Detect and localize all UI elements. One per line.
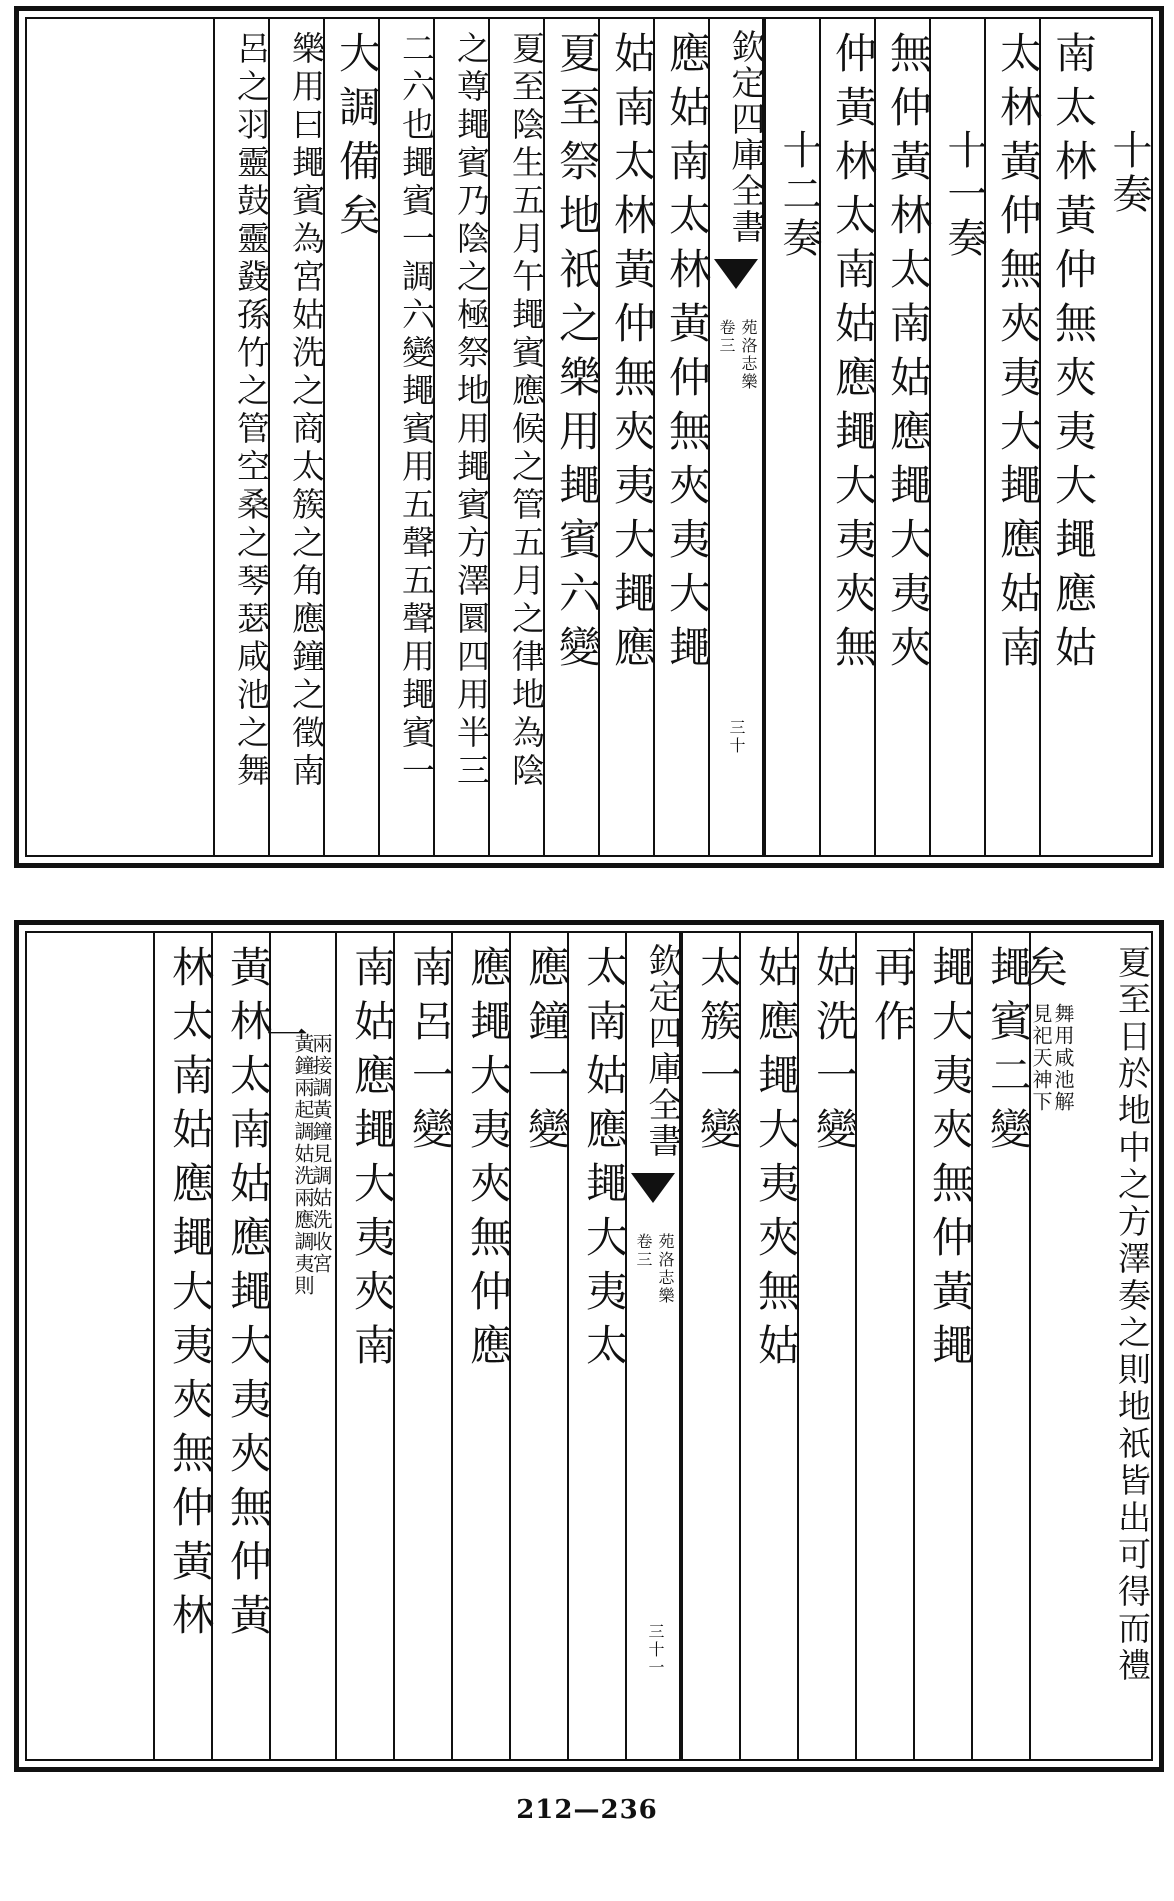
bottom-column <box>335 933 397 1759</box>
top-column-text: 樂用曰䵷賓為宮姑洗之商太簇之角應鐘之徵南 <box>287 31 326 791</box>
top-column <box>1039 19 1098 855</box>
top-column-text: 太林黃仲無夾夷大䵷應姑南 <box>994 31 1043 679</box>
top-page-frame <box>14 6 1164 868</box>
bottom-column <box>681 933 743 1759</box>
bottom-book-subtitle: 苑洛志樂 <box>656 1233 675 1305</box>
bottom-column <box>739 933 801 1759</box>
bottom-column-text: 一 <box>260 1013 309 1067</box>
bottom-column-text: 姑應䵷大夷夾無姑 <box>752 945 801 1377</box>
top-column <box>598 19 657 855</box>
bottom-column <box>451 933 513 1759</box>
bottom-page-frame <box>14 920 1164 1772</box>
top-column <box>268 19 326 855</box>
top-column-text: 呂之羽靈鼓靈鼗孫竹之管空桑之琴瑟咸池之舞 <box>232 31 271 791</box>
bottom-column-text: 應䵷大夷夾無仲應 <box>464 945 513 1377</box>
top-column <box>819 19 878 855</box>
top-column <box>984 19 1043 855</box>
top-column-text: 十一奏 <box>941 129 987 261</box>
bottom-book-title: 欽定四庫全書 <box>642 943 682 1159</box>
top-column-text: 南太林黃仲無夾夷大䵷應姑 <box>1049 31 1098 679</box>
bottom-column-text: 䵷大夷夾無仲黃䵷 <box>926 945 975 1377</box>
top-page-inner <box>25 17 1153 857</box>
bottom-annotation-text: 見祀天神下 <box>1029 1003 1053 1113</box>
bottom-annotation-text: 舞用咸池解 <box>1051 1003 1075 1113</box>
top-center-band <box>708 19 764 855</box>
bottom-column-text: 應鐘一變 <box>522 945 571 1161</box>
bottom-fishtail <box>631 1173 675 1203</box>
top-column <box>488 19 546 855</box>
bottom-column-text: 䵷賓二變 <box>984 945 1033 1161</box>
bottom-column <box>1089 933 1152 1759</box>
top-page-number: 三十 <box>727 719 746 755</box>
bottom-annotation-text: 黃鐘兩起調姑洗兩應調夷則 <box>291 1033 315 1297</box>
bottom-column <box>153 933 215 1759</box>
bottom-column-text: 夏至日於地中之方澤奏之則地祇皆出可得而禮 <box>1113 945 1152 1685</box>
top-column-text: 姑南太林黃仲無夾夷大䵷應 <box>608 31 657 679</box>
top-column <box>1094 19 1152 855</box>
top-column-text: 無仲黃林太南姑應䵷大夷夾 <box>884 31 933 679</box>
top-column-text: 夏至祭地祇之樂用䵷賓六變 <box>553 31 602 679</box>
bottom-column-text: 黃林太南姑應䵷大夷夾無仲黃 <box>224 945 273 1647</box>
top-column <box>764 19 822 855</box>
top-column-text: 仲黃林太南姑應䵷大夷夾無 <box>829 31 878 679</box>
top-column-text: 夏至陰生五月午䵷賓應候之管五月之律地為陰 <box>507 31 546 791</box>
top-column <box>929 19 987 855</box>
bottom-column <box>567 933 629 1759</box>
top-column <box>323 19 382 855</box>
bottom-center-band <box>625 933 681 1759</box>
bottom-column-text: 矣 <box>1020 945 1069 999</box>
top-book-subtitle: 苑洛志樂 <box>739 319 758 391</box>
top-column <box>433 19 491 855</box>
bottom-column-text: 太簇一變 <box>694 945 743 1161</box>
bottom-column <box>1020 933 1089 1759</box>
bottom-column-text: 南呂一變 <box>406 945 455 1161</box>
bottom-column <box>971 933 1033 1759</box>
top-fishtail <box>714 259 758 289</box>
top-column-text: 大調備矣 <box>333 31 382 247</box>
top-column <box>213 19 271 855</box>
bottom-page-number: 三十一 <box>646 1623 665 1677</box>
bottom-volume: 卷三 <box>634 1233 653 1269</box>
bottom-column-text: 太南姑應䵷大夷太 <box>580 945 629 1377</box>
page-footer-number: 212—236 <box>516 1795 658 1825</box>
bottom-column-text: 姑洗一變 <box>810 945 859 1161</box>
top-column <box>543 19 602 855</box>
bottom-column <box>797 933 859 1759</box>
bottom-annotation-text: 兩接調黃鐘見調姑洗收宮 <box>309 1033 333 1275</box>
bottom-column <box>393 933 455 1759</box>
top-column-text: 應姑南太林黃仲無夾夷大䵷 <box>663 31 712 679</box>
top-column <box>378 19 436 855</box>
bottom-column-text: 林太南姑應䵷大夷夾無仲黃林 <box>166 945 215 1647</box>
top-column-text: 十二奏 <box>776 129 822 261</box>
bottom-page-inner <box>25 931 1153 1761</box>
top-column-text: 之尊䵷賓乃陰之極祭地用䵷賓方澤圜四用半三 <box>452 31 491 791</box>
bottom-column-text: 南姑應䵷大夷夾南 <box>348 945 397 1377</box>
bottom-column <box>211 933 273 1759</box>
top-column-text: 二六也䵷賓一調六變䵷賓用五聲五聲用䵷賓一 <box>397 31 436 791</box>
bottom-column <box>855 933 917 1759</box>
bottom-column <box>509 933 571 1759</box>
top-volume: 卷三 <box>717 319 736 355</box>
bottom-column <box>260 933 335 1759</box>
bottom-column-text: 再作 <box>868 945 917 1053</box>
top-column-text: 十奏 <box>1106 129 1152 217</box>
bottom-column <box>913 933 975 1759</box>
top-column <box>653 19 712 855</box>
top-book-title: 欽定四庫全書 <box>725 29 765 245</box>
top-column <box>874 19 933 855</box>
